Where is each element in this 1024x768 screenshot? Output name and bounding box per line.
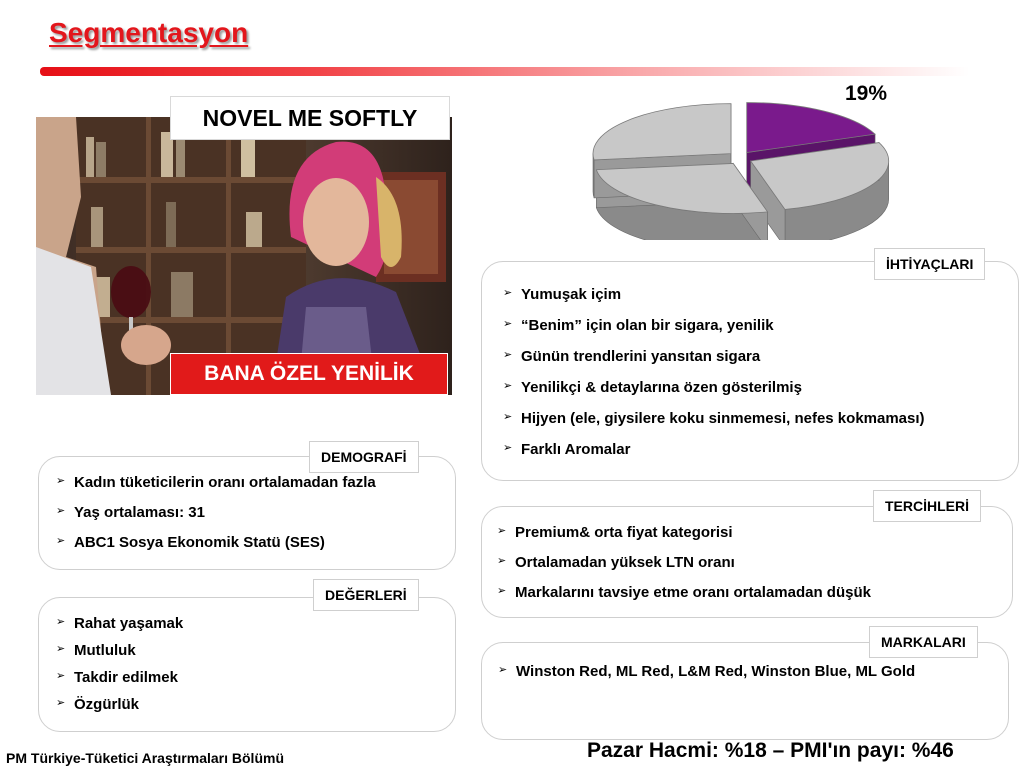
arrow-bullet-icon: ➢ — [503, 318, 513, 330]
list-item: ➢ Rahat yaşamak — [56, 615, 184, 632]
arrow-bullet-icon: ➢ — [503, 442, 513, 454]
list-item: ➢ Mutluluk — [56, 642, 136, 659]
pie-chart — [580, 100, 900, 240]
brands-tag: MARKALARI — [869, 626, 978, 658]
arrow-bullet-icon: ➢ — [503, 287, 513, 299]
arrow-bullet-icon: ➢ — [503, 411, 513, 423]
arrow-bullet-icon: ➢ — [56, 475, 66, 487]
arrow-bullet-icon: ➢ — [498, 664, 508, 676]
arrow-bullet-icon: ➢ — [56, 616, 66, 628]
list-item: ➢ Kadın tüketicilerin oranı ortalamadan fazla — [56, 474, 376, 491]
list-item: ➢ “Benim” için olan bir sigara, yenilik — [503, 317, 774, 334]
needs-tag: İHTİYAÇLARI — [874, 248, 985, 280]
list-item: ➢ Farklı Aromalar — [503, 441, 631, 458]
arrow-bullet-icon: ➢ — [56, 697, 66, 709]
list-item: ➢ Winston Red, ML Red, L&M Red, Winston Blue, ML Gold — [498, 663, 916, 680]
list-item: ➢ Premium& orta fiyat kategorisi — [497, 524, 733, 541]
arrow-bullet-icon: ➢ — [503, 380, 513, 392]
list-item: ➢ Ortalamadan yüksek LTN oranı — [497, 554, 735, 571]
list-item: ➢ Yumuşak içim — [503, 286, 622, 303]
arrow-bullet-icon: ➢ — [497, 555, 507, 567]
arrow-bullet-icon: ➢ — [497, 525, 507, 537]
list-item: ➢ Markalarını tavsiye etme oranı ortalamadan düşük — [497, 584, 871, 601]
list-item: ➢ Yenilikçi & detaylarına özen gösterilmiş — [503, 379, 802, 396]
list-item: ➢ ABC1 Sosya Ekonomik Statü (SES) — [56, 534, 325, 551]
page-title: Segmentasyon — [49, 17, 249, 48]
pie-slice — [593, 104, 731, 160]
footer-market-share: Pazar Hacmi: %18 – PMI'ın payı: %46 — [587, 739, 954, 762]
list-item: ➢ Özgürlük — [56, 696, 140, 713]
preferences-tag: TERCİHLERİ — [873, 490, 981, 522]
footer-department: PM Türkiye-Tüketici Araştırmaları Bölümü — [6, 750, 284, 766]
pie-highlight-label: 19% — [845, 82, 888, 105]
demographics-tag: DEMOGRAFİ — [309, 441, 419, 473]
title-underline-bar — [40, 67, 970, 76]
list-item: ➢ Takdir edilmek — [56, 669, 178, 686]
values-list — [56, 615, 183, 723]
demographics-list — [56, 474, 376, 564]
arrow-bullet-icon: ➢ — [56, 505, 66, 517]
arrow-bullet-icon: ➢ — [56, 535, 66, 547]
arrow-bullet-icon: ➢ — [497, 585, 507, 597]
preferences-list — [497, 524, 871, 614]
needs-list — [503, 286, 925, 472]
values-tag: DEĞERLERİ — [313, 579, 419, 611]
list-item: ➢ Yaş ortalaması: 31 — [56, 504, 205, 521]
photo-red-label: BANA ÖZEL YENİLİK — [170, 353, 448, 395]
list-item: ➢ Hijyen (ele, giysilere koku sinmemesi, nefes kokmaması) — [503, 410, 925, 427]
arrow-bullet-icon: ➢ — [56, 643, 66, 655]
arrow-bullet-icon: ➢ — [503, 349, 513, 361]
list-item: ➢ Günün trendlerini yansıtan sigara — [503, 348, 761, 365]
arrow-bullet-icon: ➢ — [56, 670, 66, 682]
photo-title-caption: NOVEL ME SOFTLY — [170, 96, 450, 140]
brands-list — [498, 663, 915, 693]
